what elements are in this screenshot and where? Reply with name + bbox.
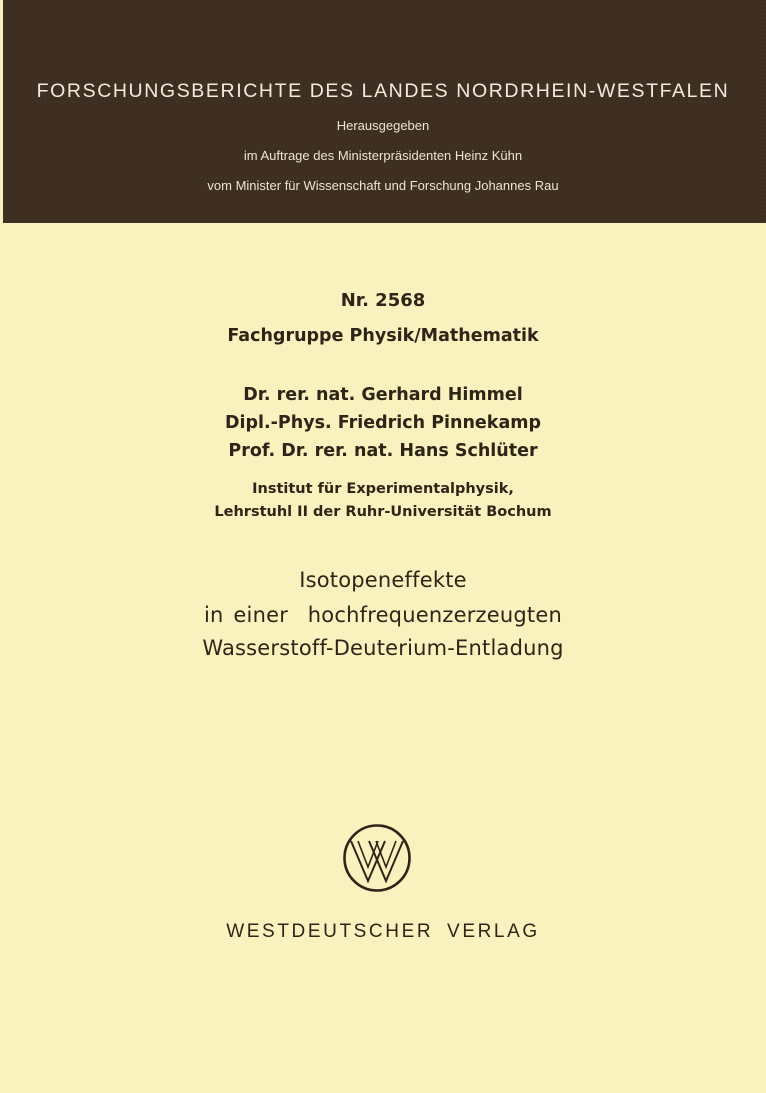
subject-group: Fachgruppe Physik/Mathematik	[227, 326, 539, 346]
author: Dr. rer. nat. Gerhard Himmel	[243, 385, 523, 405]
book-title-line: Isotopeneffekte	[299, 568, 467, 592]
header-line-minister: vom Minister für Wissenschaft und Forschung Johannes Rau	[207, 178, 559, 193]
institute-line: Institut für Experimentalphysik,	[252, 481, 514, 497]
header-line-editor: Herausgegeben	[336, 118, 430, 133]
book-title-line: Wasserstoff-Deuterium-Entladung	[202, 636, 564, 660]
book-title-line: in einer hochfrequenzerzeugten	[204, 603, 562, 627]
series-title: FORSCHUNGSBERICHTE DES LANDES NORDRHEIN-WESTFALEN	[36, 80, 730, 102]
author: Prof. Dr. rer. nat. Hans Schlüter	[228, 441, 538, 461]
header-line-commission: im Auftrage des Ministerpräsidenten Heinz Kühn	[243, 148, 523, 163]
publisher-name: WESTDEUTSCHER VERLAG	[226, 921, 540, 942]
author: Dipl.-Phys. Friedrich Pinnekamp	[224, 413, 542, 433]
institute-line: Lehrstuhl II der Ruhr-Universität Bochum	[214, 504, 552, 520]
report-number: Nr. 2568	[340, 290, 426, 311]
wv-circle-logo-icon	[342, 823, 412, 893]
